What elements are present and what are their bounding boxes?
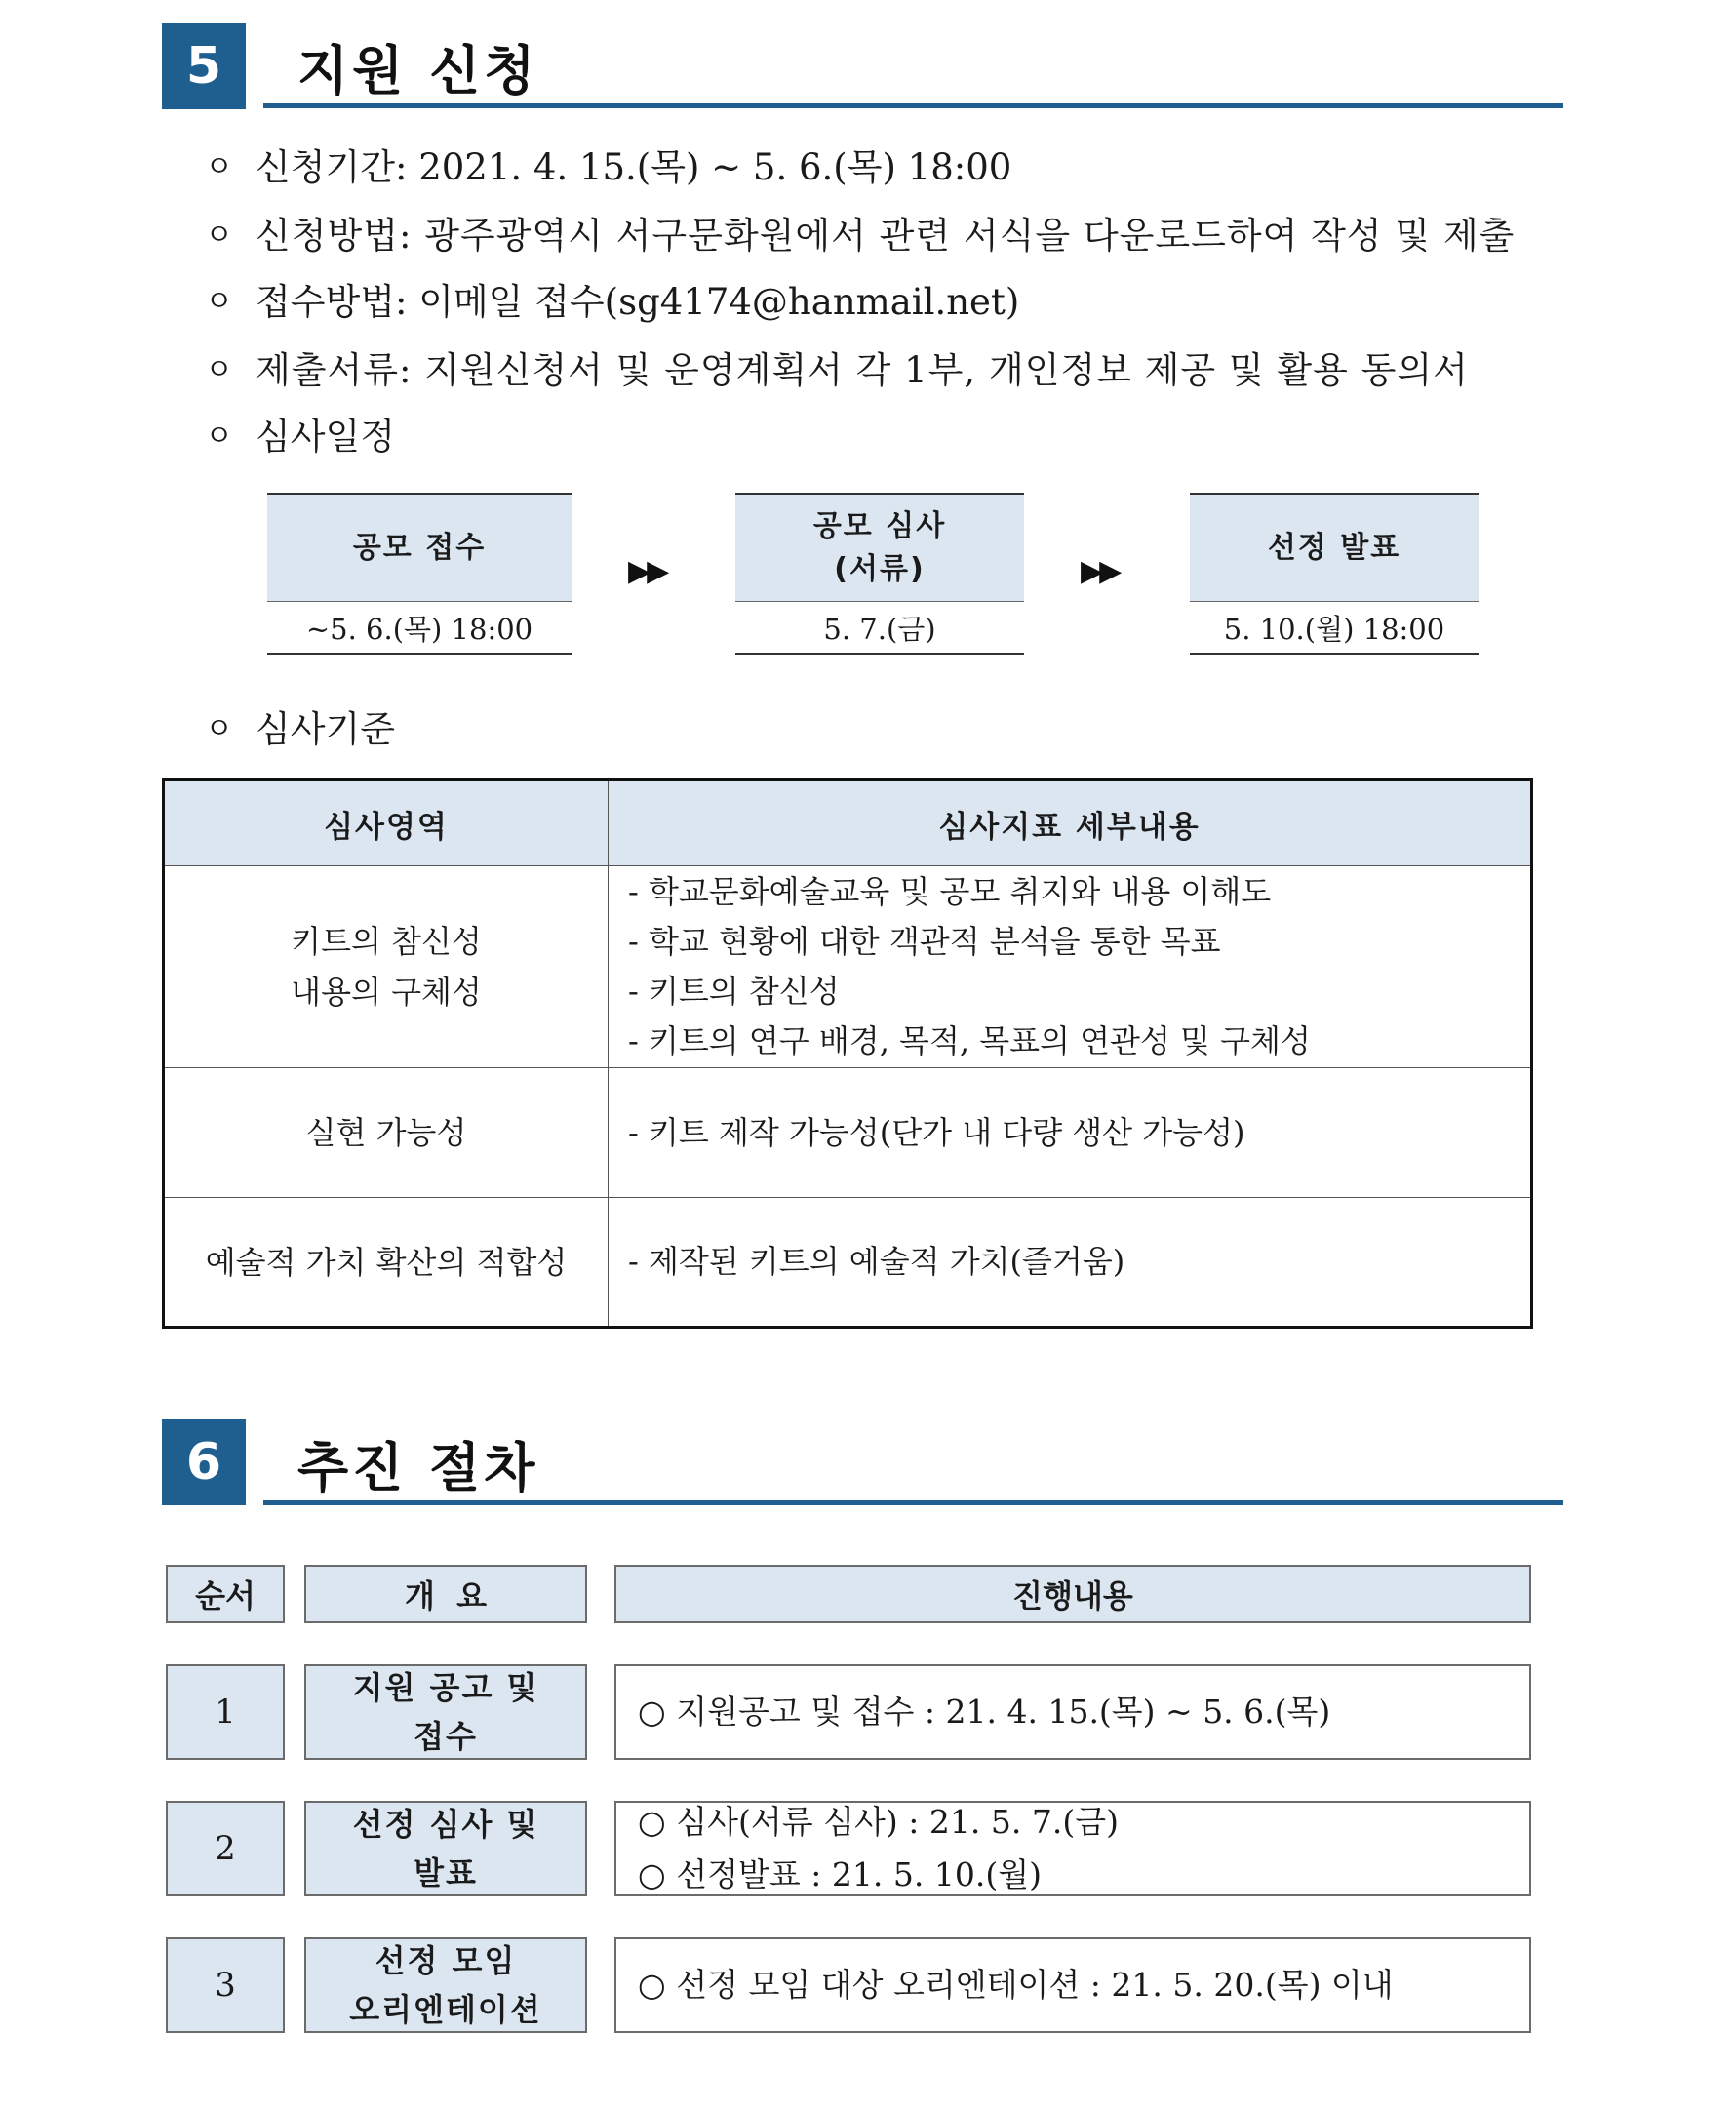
criteria-area-cell: 키트의 참신성 내용의 구체성 xyxy=(164,866,609,1068)
bullet-mark: ㅇ xyxy=(205,353,233,387)
schedule-step-review: 공모 심사 (서류) xyxy=(735,493,1024,602)
bullet-mark: ㅇ xyxy=(205,219,233,253)
table-row xyxy=(164,1198,1532,1328)
procedure-step-1-order: 1 xyxy=(166,1664,285,1760)
bullet-mark: ㅇ xyxy=(205,285,233,319)
criteria-area-cell: 실현 가능성 xyxy=(164,1068,609,1198)
bullet-review-criteria: ㅇ 심사기준 xyxy=(205,698,395,753)
procedure-header-summary: 개 요 xyxy=(304,1565,587,1623)
bullet-mark: ㅇ xyxy=(205,712,233,746)
schedule-step-reception: 공모 접수 xyxy=(267,493,572,602)
table-row xyxy=(164,866,1532,1068)
review-criteria-table xyxy=(162,778,1533,1329)
schedule-step-announcement-date: 5. 10.(월) 18:00 xyxy=(1190,602,1479,655)
schedule-step-announcement: 선정 발표 xyxy=(1190,493,1479,602)
bullet-review-schedule: ㅇ 심사일정 xyxy=(205,406,395,460)
table-header-row xyxy=(164,780,1532,866)
bullet-application-period: ㅇ 신청기간: 2021. 4. 15.(목) ~ 5. 6.(목) 18:00 xyxy=(205,137,1011,191)
schedule-step-reception-date: ~5. 6.(목) 18:00 xyxy=(267,602,572,655)
bullet-mark: ㅇ xyxy=(205,419,233,454)
procedure-header-content: 진행내용 xyxy=(614,1565,1531,1623)
procedure-step-1-content: ○ 지원공고 및 접수 : 21. 4. 15.(목) ~ 5. 6.(목) xyxy=(614,1664,1531,1760)
procedure-step-3-order: 3 xyxy=(166,1937,285,2033)
procedure-header-order: 순서 xyxy=(166,1565,285,1623)
criteria-detail-cell: - 제작된 키트의 예술적 가치(즐거움) xyxy=(609,1198,1532,1328)
section-6-rule xyxy=(263,1500,1563,1505)
bullet-submission-documents: ㅇ 제출서류: 지원신청서 및 운영계획서 각 1부, 개인정보 제공 및 활용 동의서 xyxy=(205,339,1469,394)
bullet-reception-method: ㅇ 접수방법: 이메일 접수(sg4174@hanmail.net) xyxy=(205,271,1019,326)
procedure-step-1-summary: 지원 공고 및 접수 xyxy=(304,1664,587,1760)
procedure-step-2-content: ○ 심사(서류 심사) : 21. 5. 7.(금) ○ 선정발표 : 21. 5. 10.(월) xyxy=(614,1801,1531,1896)
procedure-step-2-summary: 선정 심사 및 발표 xyxy=(304,1801,587,1896)
schedule-arrow-2: ▶▶ xyxy=(1081,554,1119,588)
procedure-step-2-order: 2 xyxy=(166,1801,285,1896)
section-6-number: 6 xyxy=(162,1419,246,1505)
bullet-mark: ㅇ xyxy=(205,150,233,184)
header-review-details: 심사지표 세부내용 xyxy=(609,780,1532,866)
schedule-step-review-date: 5. 7.(금) xyxy=(735,602,1024,655)
procedure-step-3-content: ○ 선정 모임 대상 오리엔테이션 : 21. 5. 20.(목) 이내 xyxy=(614,1937,1531,2033)
schedule-arrow-1: ▶▶ xyxy=(628,554,666,588)
criteria-area-cell: 예술적 가치 확산의 적합성 xyxy=(164,1198,609,1328)
procedure-step-3-summary: 선정 모임 오리엔테이션 xyxy=(304,1937,587,2033)
section-5-number: 5 xyxy=(162,23,246,109)
table-row xyxy=(164,1068,1532,1198)
section-5-rule xyxy=(263,103,1563,108)
header-review-area: 심사영역 xyxy=(164,780,609,866)
section-6-title: 추진 절차 xyxy=(297,1437,539,1498)
criteria-detail-cell: - 키트 제작 가능성(단가 내 다량 생산 가능성) xyxy=(609,1068,1532,1198)
bullet-application-method: ㅇ 신청방법: 광주광역시 서구문화원에서 관련 서식을 다운로드하여 작성 및 제출 xyxy=(205,205,1515,259)
criteria-detail-cell: - 학교문화예술교육 및 공모 취지와 내용 이해도 - 학교 현황에 대한 객관적 분석을 통한 목표 - 키트의 참신성 - 키트의 연구 배경, 목적, 목표의 연관성 및 구체성 xyxy=(609,866,1532,1068)
section-5-title: 지원 신청 xyxy=(297,40,539,101)
